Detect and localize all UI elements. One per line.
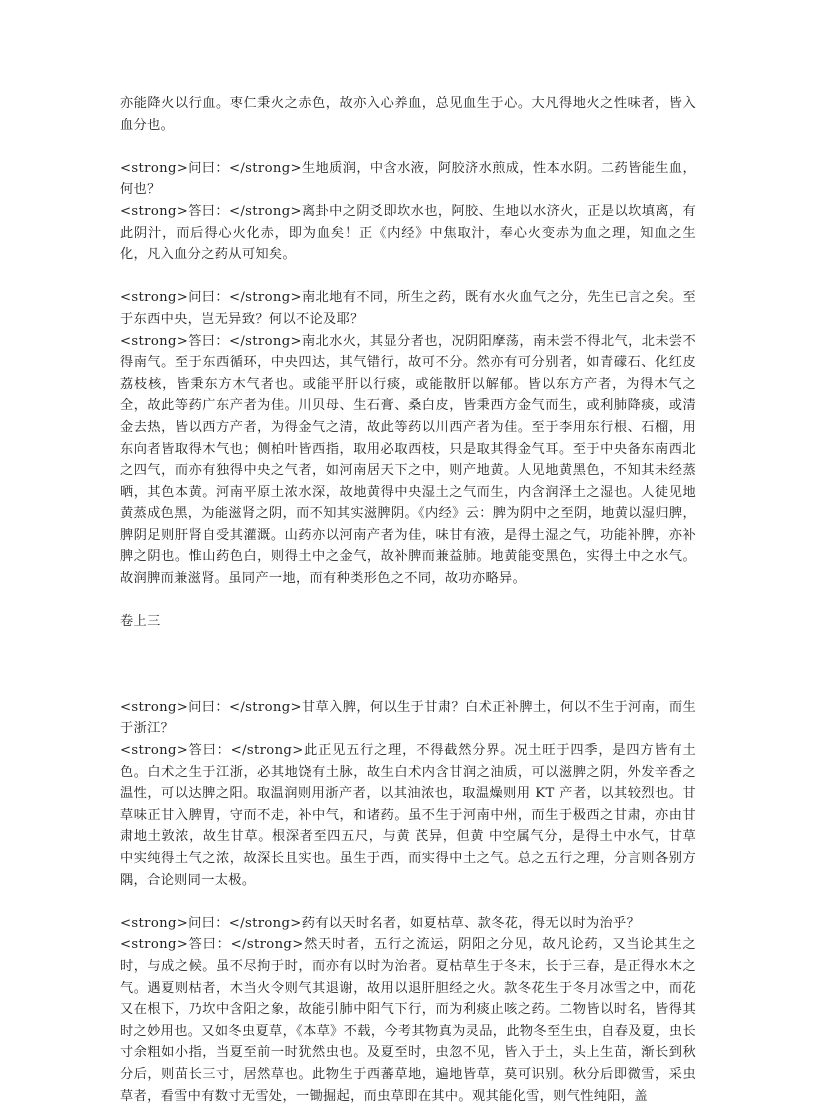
paragraph-spacer xyxy=(120,266,696,288)
section-spacer xyxy=(120,633,696,697)
question-paragraph: <strong>问曰：</strong>生地质润，中含水液，阿胶济水煎成，性本水阴。二药皆能生血，何也？ xyxy=(120,160,696,198)
section-heading: 卷上三 xyxy=(120,614,161,630)
answer-paragraph: <strong>答曰：</strong>然天时者，五行之流运，阴阳之分见，故凡论药，又当论其生之时，与成之候。虽不尽拘于时，而亦有以时为治者。夏枯草生于冬末，长于三春，是正得水木之气。遇夏则枯者，木当火令则气其退谢，故用以退肝胆经之火。款冬花生于冬月冰雪之中，而花又在根下，乃坎中含阳之象，故能引肺中阳气下行，而为利痰止咳之药。二物皆以时名，皆得其时之妙用也。又如冬虫夏草，《本草》不载，今考其物真为灵品，此物冬至生虫，自春及夏，虫长寸余粗如小指，当夏至前一时犹然虫也。及夏至时，虫忽不见，皆入于土，头上生苗，渐长到秋分后，则苗长三寸，居然草也。此物生于西蕃草地，遍地皆草，莫可识别。秋分后即微雪，采虫草者，看雪中有数寸无雪处，一锄掘起，而虫草即在其中。观其能化雪，则气性纯阳，盖 xyxy=(120,937,696,1104)
paragraph-spacer xyxy=(120,891,696,913)
document-page xyxy=(120,93,696,1107)
question-paragraph: <strong>问曰：</strong>南北地有不同，所生之药，既有水火血气之分，先生已言之矣。至于东西中央，岂无异致？何以不论及耶？ xyxy=(120,290,696,327)
paragraph-spacer xyxy=(120,136,696,158)
paragraph-intro: 亦能降火以行血。枣仁秉火之赤色，故亦入心养血，总见血生于心。大凡得地火之性味者，皆入血分也。 xyxy=(120,96,696,133)
answer-paragraph: <strong>答曰：</strong>此正见五行之理，不得截然分界。况土旺于四季，是四方皆有土色。白术之生于江浙，必其地饶有土脉，故生白术内含甘润之油质，可以滋脾之阴，外发辛香之温性，可以达脾之阳。取温润则用浙产者，以其油浓也，取温燥则用 KT 产者，以其较烈也。甘草味正甘入脾胃，守而不走，补中气，和诸药。虽不生于河南中州，而生于极西之甘肃，亦由甘肃地土敦浓，故生甘草。根深者至四五尺，与黄 芪异，但黄 中空属气分，是得土中水气，甘草中实纯得土气之浓，故深长且实也。虽生于西，而实得中土之气。总之五行之理，分言则各别方隅，合论则同一太极。 xyxy=(120,743,696,888)
question-paragraph: <strong>问曰：</strong>药有以天时名者，如夏枯草、款冬花，得无以时为治乎？ xyxy=(120,915,641,931)
question-paragraph: <strong>问曰：</strong>甘草入脾，何以生于甘肃？白术正补脾土，何以不生于河南，而生于浙江？ xyxy=(120,699,696,737)
answer-paragraph: <strong>答曰：</strong>南北水火，其显分者也，况阴阳摩荡，南未尝不得北气，北未尝不得南气。至于东西循环，中央四达，其气错行，故可不分。然亦有可分别者，如青礞石、化红皮荔枝核，皆秉东方木气者也。或能平肝以行痰，或能散肝以解郁。皆以东方产者，为得木气之全，故此等药广东产者为佳。川贝母、生石膏、桑白皮，皆秉西方金气而生，或利肺降痰，或清金去热，皆以西方产者，为得金气之清，故此等药以川西产者为佳。至于李用东行根、石榴，用东向者皆取得木气也；侧柏叶皆西指，取用必取西枝，只是取其得金气耳。至于中央备东南西北之四气，而亦有独得中央之气者，如河南居天下之中，则产地黄。人见地黄黑色，不知其未经蒸晒，其色本黄。河南平原土浓水深，故地黄得中央湿土之气而生，内含润泽土之湿也。人徒见地黄蒸成色黑，为能滋肾之阴，而不知其实滋脾阴。《内经》云：脾为阴中之至阴，地黄以湿归脾，脾阴足则肝肾自受其灌溉。山药亦以河南产者为佳，味甘有液，是得土湿之气，功能补脾，亦补脾之阴也。惟山药色白，则得土中之金气，故补脾而兼益肺。地黄能变黑色，实得土中之水气。故润脾而兼滋肾。虽同产一地，而有种类形色之不同，故功亦略异。 xyxy=(120,333,696,587)
answer-paragraph: <strong>答曰：</strong>离卦中之阴爻即坎水也，阿胶、生地以水济火，正是以坎填离，有此阴汁，而后得心火化赤，即为血矣！正《内经》中焦取汁，奉心火变赤为血之理，知血之生化，凡入血分之药从可知矣。 xyxy=(120,203,696,263)
paragraph-spacer xyxy=(120,590,696,612)
